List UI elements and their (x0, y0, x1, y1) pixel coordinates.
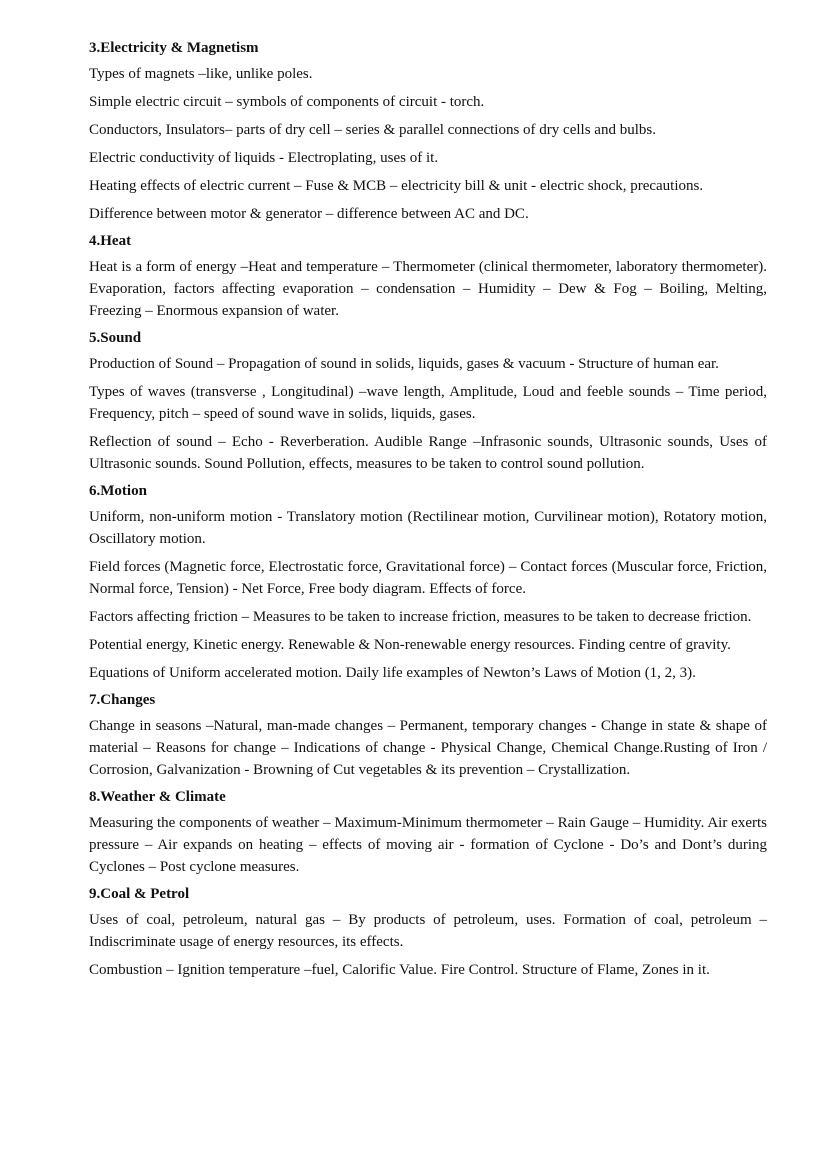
section-paragraph: Field forces (Magnetic force, Electrostatic force, Gravitational force) – Contact forces (Muscular force, Friction, Normal force, Tension) - Net Force, Free body diagram. Effects of force. (89, 559, 767, 597)
section-weather-climate (89, 787, 767, 878)
section-heading: 8.Weather & Climate (89, 789, 226, 805)
section-paragraph: Measuring the components of weather – Maximum-Minimum thermometer – Rain Gauge – Humidity. Air exerts pressure – Air expands on heating – effects of moving air - formation of Cyclone - Do’s and Dont’s during Cyclones – Post cyclone measures. (89, 815, 767, 875)
section-paragraph: Factors affecting friction – Measures to be taken to increase friction, measures to be taken to decrease friction. (89, 609, 752, 625)
section-paragraph: Difference between motor & generator – difference between AC and DC. (89, 206, 529, 222)
section-heading: 5.Sound (89, 330, 142, 346)
section-paragraph: Heat is a form of energy –Heat and temperature – Thermometer (clinical thermometer, laboratory thermometer). Evaporation, factors affecting evaporation – condensation – Humidity – Dew & Fog – Boiling, Melting, Freezing – Enormous expansion of water. (89, 259, 767, 319)
section-changes (89, 690, 767, 781)
section-electricity-magnetism (89, 38, 767, 225)
section-heading: 6.Motion (89, 483, 147, 499)
section-paragraph: Conductors, Insulators– parts of dry cell – series & parallel connections of dry cells and bulbs. (89, 122, 656, 138)
section-paragraph: Production of Sound – Propagation of sound in solids, liquids, gases & vacuum - Structure of human ear. (89, 356, 719, 372)
section-paragraph: Heating effects of electric current – Fuse & MCB – electricity bill & unit - electric shock, precautions. (89, 178, 704, 194)
section-heading: 7.Changes (89, 692, 156, 708)
section-heading: 3.Electricity & Magnetism (89, 40, 259, 56)
section-coal-petrol (89, 884, 767, 981)
section-paragraph: Uniform, non-uniform motion - Translatory motion (Rectilinear motion, Curvilinear motion), Rotatory motion, Oscillatory motion. (89, 509, 767, 547)
section-paragraph: Equations of Uniform accelerated motion. Daily life examples of Newton’s Laws of Motion (1, 2, 3). (89, 665, 696, 681)
section-paragraph: Uses of coal, petroleum, natural gas – By products of petroleum, uses. Formation of coal, petroleum – Indiscriminate usage of energy resources, its effects. (89, 912, 767, 950)
section-motion (89, 481, 767, 684)
section-paragraph: Potential energy, Kinetic energy. Renewable & Non-renewable energy resources. Finding centre of gravity. (89, 637, 731, 653)
section-sound (89, 328, 767, 475)
section-heading: 9.Coal & Petrol (89, 886, 190, 902)
section-paragraph: Change in seasons –Natural, man-made changes – Permanent, temporary changes - Change in state & shape of material – Reasons for change – Indications of change - Physical Change, Chemical Change.Rusting of Iron / Corrosion, Galvanization - Browning of Cut vegetables & its prevention – Crystallization. (89, 718, 767, 778)
section-paragraph: Types of waves (transverse , Longitudinal) –wave length, Amplitude, Loud and feeble sounds – Time period, Frequency, pitch – speed of sound wave in solids, liquids, gases. (89, 384, 767, 422)
section-paragraph: Simple electric circuit – symbols of components of circuit - torch. (89, 94, 485, 110)
section-heat (89, 231, 767, 322)
section-paragraph: Electric conductivity of liquids - Electroplating, uses of it. (89, 150, 439, 166)
section-paragraph: Combustion – Ignition temperature –fuel, Calorific Value. Fire Control. Structure of Flame, Zones in it. (89, 962, 710, 978)
section-heading: 4.Heat (89, 233, 132, 249)
section-paragraph: Reflection of sound – Echo - Reverberation. Audible Range –Infrasonic sounds, Ultrasonic sounds, Uses of Ultrasonic sounds. Sound Pollution, effects, measures to be taken to control sound pollution. (89, 434, 767, 472)
syllabus-content (89, 38, 767, 987)
section-paragraph: Types of magnets –like, unlike poles. (89, 66, 313, 82)
